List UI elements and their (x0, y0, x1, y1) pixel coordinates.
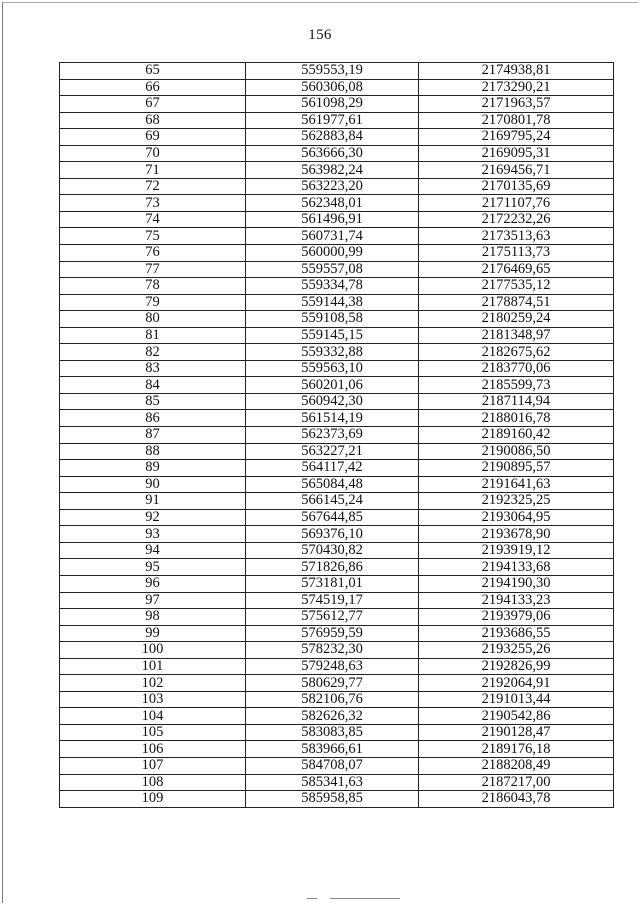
x-coordinate-cell: 562373,69 (246, 427, 419, 444)
x-coordinate-cell: 561496,91 (246, 211, 419, 228)
y-coordinate-cell: 2194190,30 (419, 575, 614, 592)
table-row (60, 311, 614, 328)
x-coordinate-cell: 559563,10 (246, 360, 419, 377)
point-number-cell: 99 (60, 625, 246, 642)
x-coordinate-cell: 579248,63 (246, 658, 419, 675)
table-row (60, 493, 614, 510)
y-coordinate-cell: 2171107,76 (419, 195, 614, 212)
table-row (60, 791, 614, 808)
y-coordinate-cell: 2169095,31 (419, 145, 614, 162)
point-number-cell: 109 (60, 791, 246, 808)
x-coordinate-cell: 585341,63 (246, 774, 419, 791)
table-row (60, 344, 614, 361)
point-number-cell: 71 (60, 162, 246, 179)
point-number-cell: 100 (60, 642, 246, 659)
point-number-cell: 105 (60, 724, 246, 741)
point-number-cell: 101 (60, 658, 246, 675)
table-row (60, 476, 614, 493)
x-coordinate-cell: 563223,20 (246, 178, 419, 195)
y-coordinate-cell: 2182675,62 (419, 344, 614, 361)
y-coordinate-cell: 2191641,63 (419, 476, 614, 493)
x-coordinate-cell: 560306,08 (246, 79, 419, 96)
point-number-cell: 97 (60, 592, 246, 609)
y-coordinate-cell: 2176469,65 (419, 261, 614, 278)
y-coordinate-cell: 2193686,55 (419, 625, 614, 642)
point-number-cell: 108 (60, 774, 246, 791)
y-coordinate-cell: 2189160,42 (419, 427, 614, 444)
point-number-cell: 96 (60, 575, 246, 592)
y-coordinate-cell: 2169456,71 (419, 162, 614, 179)
x-coordinate-cell: 559108,58 (246, 311, 419, 328)
page-number: 156 (308, 27, 332, 43)
y-coordinate-cell: 2178874,51 (419, 294, 614, 311)
y-coordinate-cell: 2190086,50 (419, 443, 614, 460)
table-row (60, 526, 614, 543)
table-row (60, 708, 614, 725)
table-row (60, 575, 614, 592)
x-coordinate-cell: 560000,99 (246, 245, 419, 262)
y-coordinate-cell: 2192064,91 (419, 675, 614, 692)
y-coordinate-cell: 2173290,21 (419, 79, 614, 96)
x-coordinate-cell: 571826,86 (246, 559, 419, 576)
table-row (60, 724, 614, 741)
point-number-cell: 102 (60, 675, 246, 692)
point-number-cell: 66 (60, 79, 246, 96)
y-coordinate-cell: 2194133,68 (419, 559, 614, 576)
x-coordinate-cell: 567644,85 (246, 509, 419, 526)
x-coordinate-cell: 575612,77 (246, 609, 419, 626)
point-number-cell: 91 (60, 493, 246, 510)
point-number-cell: 87 (60, 427, 246, 444)
point-number-cell: 67 (60, 96, 246, 113)
x-coordinate-cell: 574519,17 (246, 592, 419, 609)
point-number-cell: 94 (60, 542, 246, 559)
x-coordinate-cell: 584708,07 (246, 757, 419, 774)
y-coordinate-cell: 2192826,99 (419, 658, 614, 675)
point-number-cell: 79 (60, 294, 246, 311)
table-row (60, 162, 614, 179)
y-coordinate-cell: 2173513,63 (419, 228, 614, 245)
table-row (60, 592, 614, 609)
x-coordinate-cell: 561098,29 (246, 96, 419, 113)
x-coordinate-cell: 560201,06 (246, 377, 419, 394)
y-coordinate-cell: 2193979,06 (419, 609, 614, 626)
y-coordinate-cell: 2169795,24 (419, 129, 614, 146)
x-coordinate-cell: 559334,78 (246, 278, 419, 295)
table-row (60, 509, 614, 526)
table-row (60, 63, 614, 80)
y-coordinate-cell: 2171963,57 (419, 96, 614, 113)
x-coordinate-cell: 561977,61 (246, 112, 419, 129)
y-coordinate-cell: 2193064,95 (419, 509, 614, 526)
x-coordinate-cell: 583966,61 (246, 741, 419, 758)
y-coordinate-cell: 2174938,81 (419, 63, 614, 80)
x-coordinate-cell: 566145,24 (246, 493, 419, 510)
y-coordinate-cell: 2190895,57 (419, 460, 614, 477)
table-row (60, 427, 614, 444)
point-number-cell: 98 (60, 609, 246, 626)
x-coordinate-cell: 559332,88 (246, 344, 419, 361)
table-row (60, 327, 614, 344)
point-number-cell: 84 (60, 377, 246, 394)
x-coordinate-cell: 582626,32 (246, 708, 419, 725)
point-number-cell: 82 (60, 344, 246, 361)
table-row (60, 609, 614, 626)
point-number-cell: 92 (60, 509, 246, 526)
x-coordinate-cell: 580629,77 (246, 675, 419, 692)
y-coordinate-cell: 2170135,69 (419, 178, 614, 195)
table-row (60, 741, 614, 758)
footer-rule (330, 898, 400, 899)
y-coordinate-cell: 2181348,97 (419, 327, 614, 344)
coordinates-table-body (60, 63, 614, 808)
point-number-cell: 74 (60, 211, 246, 228)
x-coordinate-cell: 564117,42 (246, 460, 419, 477)
point-number-cell: 76 (60, 245, 246, 262)
point-number-cell: 80 (60, 311, 246, 328)
y-coordinate-cell: 2193919,12 (419, 542, 614, 559)
x-coordinate-cell: 576959,59 (246, 625, 419, 642)
x-coordinate-cell: 563227,21 (246, 443, 419, 460)
point-number-cell: 81 (60, 327, 246, 344)
x-coordinate-cell: 559144,38 (246, 294, 419, 311)
point-number-cell: 106 (60, 741, 246, 758)
coordinates-table (59, 62, 614, 808)
table-row (60, 360, 614, 377)
y-coordinate-cell: 2193678,90 (419, 526, 614, 543)
table-row (60, 294, 614, 311)
y-coordinate-cell: 2188016,78 (419, 410, 614, 427)
y-coordinate-cell: 2192325,25 (419, 493, 614, 510)
point-number-cell: 85 (60, 393, 246, 410)
x-coordinate-cell: 560942,30 (246, 393, 419, 410)
point-number-cell: 86 (60, 410, 246, 427)
table-row (60, 278, 614, 295)
x-coordinate-cell: 585958,85 (246, 791, 419, 808)
x-coordinate-cell: 563666,30 (246, 145, 419, 162)
table-row (60, 774, 614, 791)
point-number-cell: 95 (60, 559, 246, 576)
table-row (60, 178, 614, 195)
table-row (60, 691, 614, 708)
y-coordinate-cell: 2194133,23 (419, 592, 614, 609)
table-row (60, 443, 614, 460)
footer-mark (307, 898, 317, 899)
table-row (60, 245, 614, 262)
table-row (60, 112, 614, 129)
y-coordinate-cell: 2190128,47 (419, 724, 614, 741)
point-number-cell: 72 (60, 178, 246, 195)
point-number-cell: 107 (60, 757, 246, 774)
table-row (60, 393, 614, 410)
table-row (60, 228, 614, 245)
point-number-cell: 83 (60, 360, 246, 377)
x-coordinate-cell: 573181,01 (246, 575, 419, 592)
y-coordinate-cell: 2189176,18 (419, 741, 614, 758)
point-number-cell: 69 (60, 129, 246, 146)
table-row (60, 642, 614, 659)
y-coordinate-cell: 2186043,78 (419, 791, 614, 808)
y-coordinate-cell: 2187217,00 (419, 774, 614, 791)
y-coordinate-cell: 2175113,73 (419, 245, 614, 262)
x-coordinate-cell: 578232,30 (246, 642, 419, 659)
table-row (60, 96, 614, 113)
point-number-cell: 89 (60, 460, 246, 477)
x-coordinate-cell: 565084,48 (246, 476, 419, 493)
point-number-cell: 77 (60, 261, 246, 278)
table-row (60, 195, 614, 212)
x-coordinate-cell: 559145,15 (246, 327, 419, 344)
point-number-cell: 88 (60, 443, 246, 460)
table-row (60, 145, 614, 162)
y-coordinate-cell: 2170801,78 (419, 112, 614, 129)
table-row (60, 261, 614, 278)
y-coordinate-cell: 2180259,24 (419, 311, 614, 328)
x-coordinate-cell: 562348,01 (246, 195, 419, 212)
point-number-cell: 65 (60, 63, 246, 80)
table-row (60, 460, 614, 477)
y-coordinate-cell: 2177535,12 (419, 278, 614, 295)
table-row (60, 410, 614, 427)
point-number-cell: 93 (60, 526, 246, 543)
x-coordinate-cell: 583083,85 (246, 724, 419, 741)
x-coordinate-cell: 559557,08 (246, 261, 419, 278)
point-number-cell: 68 (60, 112, 246, 129)
x-coordinate-cell: 559553,19 (246, 63, 419, 80)
x-coordinate-cell: 570430,82 (246, 542, 419, 559)
y-coordinate-cell: 2191013,44 (419, 691, 614, 708)
table-row (60, 79, 614, 96)
table-row (60, 757, 614, 774)
x-coordinate-cell: 562883,84 (246, 129, 419, 146)
x-coordinate-cell: 569376,10 (246, 526, 419, 543)
table-row (60, 129, 614, 146)
y-coordinate-cell: 2185599,73 (419, 377, 614, 394)
y-coordinate-cell: 2188208,49 (419, 757, 614, 774)
point-number-cell: 78 (60, 278, 246, 295)
point-number-cell: 75 (60, 228, 246, 245)
y-coordinate-cell: 2172232,26 (419, 211, 614, 228)
point-number-cell: 103 (60, 691, 246, 708)
table-row (60, 625, 614, 642)
table-row (60, 377, 614, 394)
y-coordinate-cell: 2183770,06 (419, 360, 614, 377)
table-row (60, 559, 614, 576)
table-row (60, 542, 614, 559)
point-number-cell: 90 (60, 476, 246, 493)
x-coordinate-cell: 582106,76 (246, 691, 419, 708)
x-coordinate-cell: 563982,24 (246, 162, 419, 179)
y-coordinate-cell: 2187114,94 (419, 393, 614, 410)
y-coordinate-cell: 2190542,86 (419, 708, 614, 725)
point-number-cell: 104 (60, 708, 246, 725)
point-number-cell: 73 (60, 195, 246, 212)
x-coordinate-cell: 561514,19 (246, 410, 419, 427)
x-coordinate-cell: 560731,74 (246, 228, 419, 245)
table-row (60, 658, 614, 675)
point-number-cell: 70 (60, 145, 246, 162)
table-row (60, 211, 614, 228)
y-coordinate-cell: 2193255,26 (419, 642, 614, 659)
table-row (60, 675, 614, 692)
